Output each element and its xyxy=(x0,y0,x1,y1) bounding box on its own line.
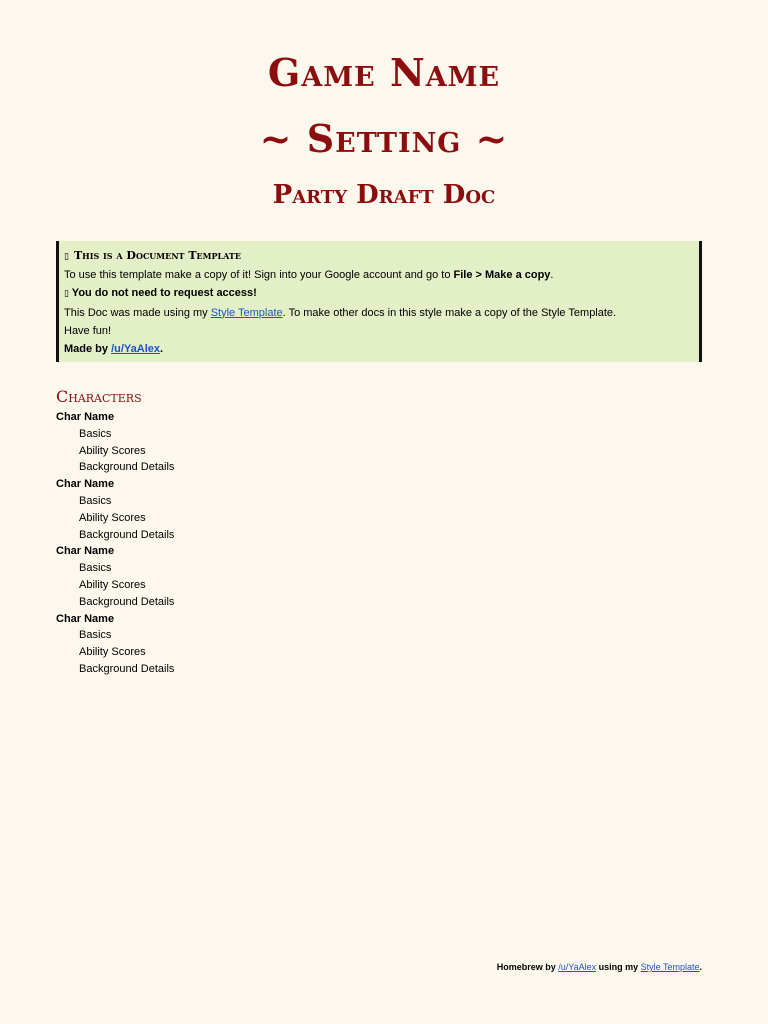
characters-heading: Characters xyxy=(56,387,142,406)
character-section-basics[interactable]: Basics xyxy=(79,427,112,440)
style-template-link[interactable]: Style Template xyxy=(210,306,283,319)
page-footer xyxy=(497,962,702,972)
notice-access-line xyxy=(64,284,699,303)
document-icon: ▯ xyxy=(64,252,69,262)
character-section-background[interactable]: Background Details xyxy=(79,528,175,541)
character-entry xyxy=(56,543,174,610)
notice-style-line xyxy=(64,304,699,322)
setting-title: ~ Setting ~ xyxy=(259,116,509,161)
character-section-ability-scores[interactable]: Ability Scores xyxy=(79,578,146,591)
footer-style-template-link[interactable]: Style Template xyxy=(640,962,700,972)
notice-made-by xyxy=(64,340,699,358)
document-subtitle: Party Draft Doc xyxy=(272,180,496,210)
menu-path: File > Make a copy xyxy=(453,269,551,282)
notice-copy-instructions xyxy=(64,266,699,284)
warning-icon: ▯ xyxy=(64,289,69,300)
character-section-ability-scores[interactable]: Ability Scores xyxy=(79,646,146,659)
style-line-text: This Doc was made using my xyxy=(64,306,211,319)
template-notice-box xyxy=(56,241,702,362)
character-name[interactable]: Char Name xyxy=(56,612,115,625)
footer-text-mid: using my xyxy=(596,962,641,972)
footer-text-end: . xyxy=(699,962,702,972)
character-entry xyxy=(56,611,174,678)
style-line-end: . To make other docs in this style make a copy of the Style Template. xyxy=(282,306,617,319)
made-by-text: Made by xyxy=(64,343,112,356)
character-entry xyxy=(56,409,174,476)
footer-author-link[interactable]: /u/YaAlex xyxy=(558,962,597,972)
character-section-basics[interactable]: Basics xyxy=(79,494,112,507)
notice-have-fun: Have fun! xyxy=(64,324,112,337)
notice-title-line xyxy=(64,247,699,266)
author-link[interactable]: /u/YaAlex xyxy=(111,343,160,356)
no-access-needed-text: You do not need to request access! xyxy=(68,287,257,300)
character-entry xyxy=(56,476,174,543)
character-section-background[interactable]: Background Details xyxy=(79,662,175,675)
character-name[interactable]: Char Name xyxy=(56,478,115,491)
game-name-title: Game Name xyxy=(267,50,501,95)
notice-title: This is a Document Template xyxy=(73,249,241,262)
character-section-basics[interactable]: Basics xyxy=(79,562,112,575)
footer-text: Homebrew by xyxy=(496,962,559,972)
character-section-ability-scores[interactable]: Ability Scores xyxy=(79,444,146,457)
copy-instructions-text: To use this template make a copy of it! Sign into your Google account and go to xyxy=(64,269,454,282)
characters-outline xyxy=(56,409,174,678)
character-section-background[interactable]: Background Details xyxy=(79,595,175,608)
character-section-background[interactable]: Background Details xyxy=(79,461,175,474)
copy-instructions-end: . xyxy=(550,269,554,282)
made-by-end: . xyxy=(160,343,164,356)
character-section-ability-scores[interactable]: Ability Scores xyxy=(79,511,146,524)
character-name[interactable]: Char Name xyxy=(56,545,115,558)
character-section-basics[interactable]: Basics xyxy=(79,629,112,642)
character-name[interactable]: Char Name xyxy=(56,411,115,423)
